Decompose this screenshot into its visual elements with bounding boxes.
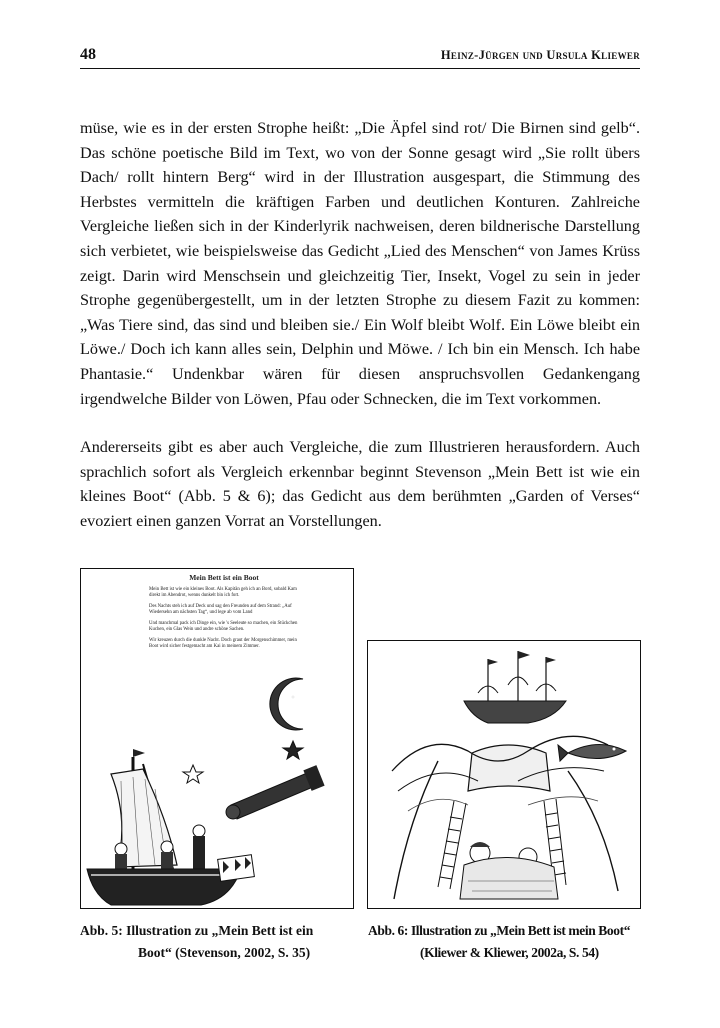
- fish-icon: [558, 744, 626, 761]
- star-icon: [183, 765, 203, 783]
- running-head: Heinz-Jürgen und Ursula Kliewer: [440, 48, 640, 62]
- caption-text-line1: Illustration zu „Mein Bett ist ein: [126, 923, 314, 938]
- poem-stanza: Des Nachts steh ich auf Deck und sag den Freunden auf dem Strand: „Auf Wiedersehn am nächsten Tag“, und lege ab vom Land: [149, 604, 292, 615]
- poem-stanza: Mein Bett ist wie ein kleines Boot. Als Kapitän geh ich an Bord, sobald Kam direkt im Abendrot, wenns dunkelt bin ich fort.: [149, 587, 297, 598]
- pillow-icon: [218, 855, 255, 882]
- poem-title: Mein Bett ist ein Boot: [189, 573, 259, 582]
- caption-label: Abb. 5:: [80, 923, 123, 938]
- moon-icon: [270, 678, 303, 730]
- paragraph-2: Andererseits gibt es aber auch Vergleiche, die zum Illustrieren herausfordern. Auch sprachlich sofort als Vergleich erkennbar beginnt Stevenson „Mein Bett ist wie ein kleines Boot“ (Abb. 5 & 6); das Gedicht aus dem berühmten „Garden of Verses“ evoziert einen ganzen Vorrat an Vorstellungen.: [80, 438, 640, 530]
- figure-5-caption: [80, 920, 360, 964]
- caption-text-line1: Illustration zu „Mein Bett ist mein Boot“: [410, 923, 631, 938]
- telescope-icon: [226, 765, 325, 819]
- body-text: [80, 116, 640, 534]
- paragraph-1: müse, wie es in der ersten Strophe heißt: „Die Äpfel sind rot/ Die Birnen sind gelb“. Das schöne poetische Bild im Text, wo von der Sonne gesagt wird „Sie rollt übers Dach/ rollt hintern Berg“ wird in der Illustration ausgespart, die Stimmung des Herbstes vermitteln die kräftigen Farben und deutlichen Konturen. Zahlreiche Vergleiche ließen sich in der Kinderlyrik nachweisen, deren bildnerische Darstellung sich verbietet, wie beispielsweise das Gedicht „Lied des Menschen“ von James Krüss zeigt. Darin wird Menschsein und gleichzeitig Tier, Insekt, Vogel zu sein in jeder Strophe gegenübergestellt, um in der letzten Strophe zu diesem Fazit zu kommen: „Was Tiere sind, das sind und bleiben sie./ Ein Wolf bleibt Wolf. Ein Löwe bleibt ein Löwe./ Doch ich kann alles sein, Delphin und Möwe. / Ich bin ein Mensch. Ich habe Phantasie.“ Undenkbar wären für diesen anspruchsvollen Gedankengang irgendwelche Bilder von Löwen, Pfau oder Schnecken, die im Text vorkommen.: [80, 119, 640, 408]
- ship-icon: [464, 651, 566, 723]
- page-header: [80, 40, 640, 69]
- children-icon: [460, 842, 558, 899]
- figure-6-illustration: [367, 640, 641, 909]
- poem-stanza: Wir kreuzen durch die dunkle Nacht. Doch graut der Morgenschimmer, mein Boot wird sicher festgemacht am Kai in meinem Zimmer.: [149, 638, 297, 649]
- poem-stanza: Und manchmal pack ich Dinge ein, wie 's Seeleute so machen, ein Stückchen Kuchen, ein Glas Wein und andre schöne Sachen.: [149, 621, 298, 632]
- boat-drawing: [81, 569, 353, 908]
- star-icon: [283, 741, 303, 759]
- figure-5-illustration: [80, 568, 354, 909]
- caption-text-line2: (Kliewer & Kliewer, 2002a, S. 54): [420, 945, 599, 960]
- page-number: 48: [80, 46, 96, 63]
- caption-label: Abb. 6:: [368, 923, 408, 938]
- figure-6-caption: [368, 920, 648, 964]
- bed-boat-drawing: [368, 641, 640, 908]
- caption-text-line2: Boot“ (Stevenson, 2002, S. 35): [138, 945, 311, 960]
